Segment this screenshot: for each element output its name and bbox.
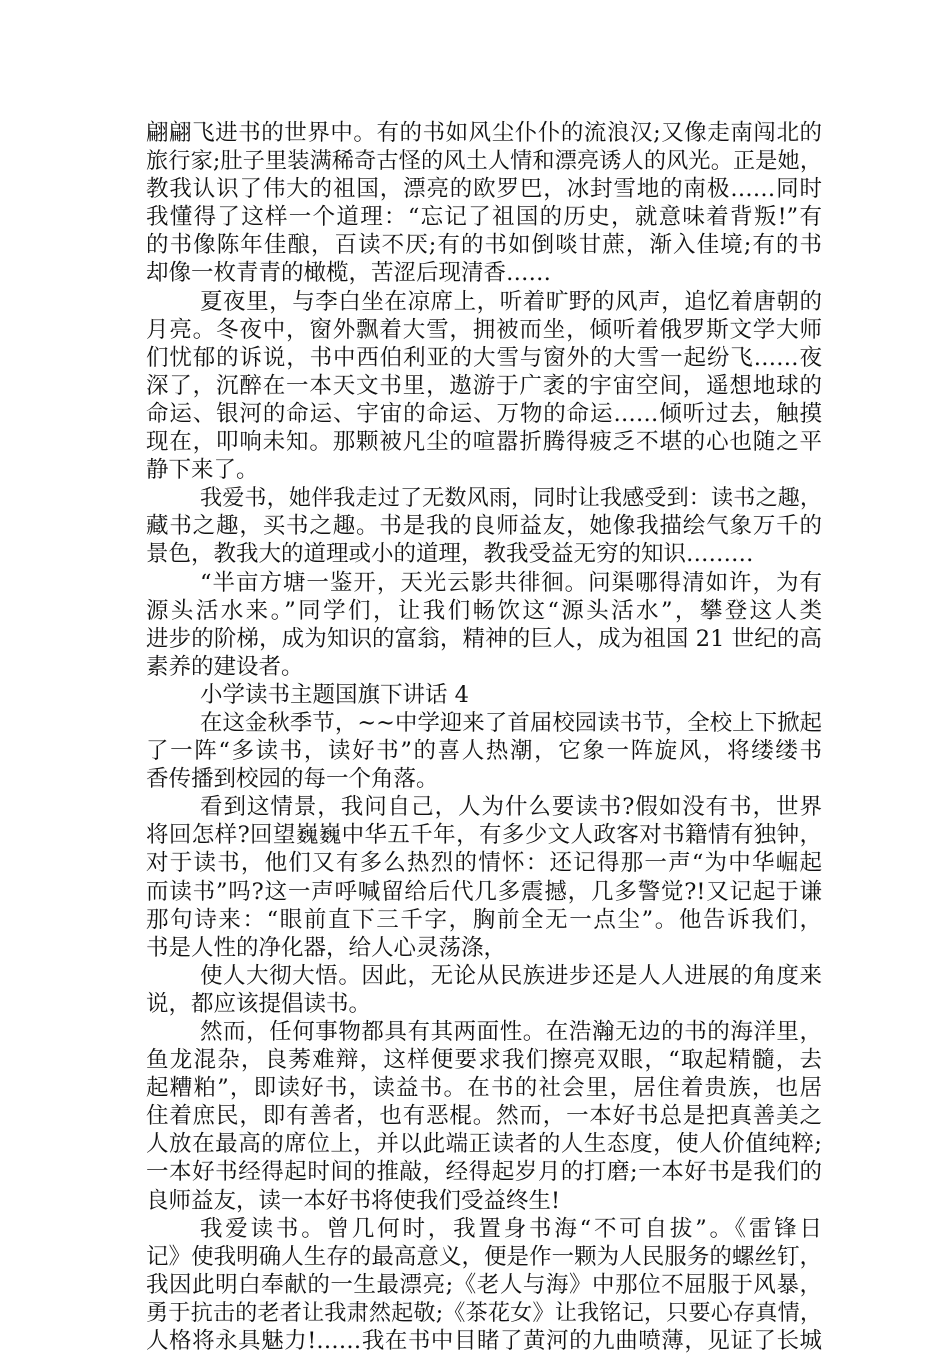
text-line: 藏书之趣，买书之趣。书是我的良师益友，她像我描绘气象万千的 <box>146 513 822 540</box>
text-line: 我因此明白奉献的一生最漂亮;《老人与海》中那位不屈服于风暴， <box>146 1271 822 1298</box>
text-line: 了一阵“多读书，读好书”的喜人热潮，它象一阵旋风，将缕缕书 <box>146 738 822 765</box>
text-line: 我懂得了这样一个道理：“忘记了祖国的历史，就意味着背叛!”有 <box>146 204 822 231</box>
text-line: 命运、银河的命运、宇宙的命运、万物的命运……倾听过去，触摸 <box>146 400 822 427</box>
text-line: 然而，任何事物都具有其两面性。在浩瀚无边的书的海洋里， <box>200 1019 822 1045</box>
text-line: 却像一枚青青的橄榄，苦涩后现清香…… <box>146 260 552 287</box>
text-line: “半亩方塘一鉴开，天光云影共徘徊。问渠哪得清如许，为有 <box>200 569 822 596</box>
text-line: 们忧郁的诉说，书中西伯利亚的大雪与窗外的大雪一起纷飞……夜 <box>146 344 822 371</box>
text-line: 深了，沉醉在一本天文书里，遨游于广袤的宇宙空间，遥想地球的 <box>146 372 822 399</box>
text-line: 翩翩飞进书的世界中。有的书如风尘仆仆的流浪汉;又像走南闯北的 <box>146 120 822 146</box>
text-line: 月亮。冬夜中，窗外飘着大雪，拥被而坐，倾听着俄罗斯文学大师 <box>146 316 822 343</box>
text-line: 在这金秋季节，~~中学迎来了首届校园读书节，全校上下掀起 <box>200 709 822 736</box>
text-line: 进步的阶梯，成为知识的富翁，精神的巨人，成为祖国 21 世纪的高 <box>146 625 822 652</box>
text-line: 对于读书，他们又有多么热烈的情怀：还记得那一声“为中华崛起 <box>146 850 822 877</box>
text-line: 说，都应该提倡读书。 <box>146 990 372 1017</box>
text-line: 教我认识了伟大的祖国，漂亮的欧罗巴，冰封雪地的南极……同时 <box>146 176 822 203</box>
text-line: 看到这情景，我问自己，人为什么要读书?假如没有书，世界 <box>200 794 822 821</box>
text-line: 素养的建设者。 <box>146 653 304 680</box>
text-line: 人格将永具魅力!……我在书中目睹了黄河的九曲喷薄，见证了长城 <box>146 1328 822 1355</box>
text-line: 良师益友，读一本好书将使我们受益终生! <box>146 1187 561 1214</box>
text-line: 起糟粕”，即读好书，读益书。在书的社会里，居住着贵族，也居 <box>146 1075 822 1102</box>
text-line: 我爱读书。曾几何时，我置身书海“不可自拔”。《雷锋日 <box>200 1215 822 1242</box>
text-line: 夏夜里，与李白坐在凉席上，听着旷野的风声，追忆着唐朝的 <box>200 288 822 315</box>
text-line: 的书像陈年佳酿，百读不厌;有的书如倒啖甘蔗，渐入佳境;有的书 <box>146 232 822 259</box>
text-line: 记》使我明确人生存的最高意义，便是作一颗为人民服务的螺丝钉， <box>146 1243 822 1270</box>
text-line: 住着庶民，即有善者，也有恶棍。然而，一本好书总是把真善美之 <box>146 1103 822 1130</box>
document-page <box>146 119 822 1355</box>
text-line: 小学读书主题国旗下讲话 4 <box>200 681 469 708</box>
text-line: 人放在最高的席位上，并以此端正读者的人生态度，使人价值纯粹; <box>146 1131 822 1158</box>
text-line: 使人大彻大悟。因此，无论从民族进步还是人人进展的角度来 <box>200 962 822 989</box>
text-line: 现在，叩响未知。那颗被凡尘的喧嚣折腾得疲乏不堪的心也随之平 <box>146 429 822 456</box>
text-line: 香传播到校园的每一个角落。 <box>146 766 439 793</box>
text-line: 源头活水来。”同学们，让我们畅饮这“源头活水”，攀登这人类 <box>146 597 822 624</box>
text-line: 勇于抗击的老者让我肃然起敬;《茶花女》让我铭记，只要心存真情， <box>146 1299 822 1326</box>
text-line: 鱼龙混杂，良莠难辩，这样便要求我们擦亮双眼，“取起精髓，去 <box>146 1047 822 1074</box>
text-line: 我爱书，她伴我走过了无数风雨，同时让我感受到：读书之趣， <box>200 485 822 512</box>
text-line: 书是人性的净化器，给人心灵荡涤， <box>146 934 507 961</box>
text-line: 景色，教我大的道理或小的道理，教我受益无穷的知识……… <box>146 541 754 568</box>
text-line: 旅行家;肚子里装满稀奇古怪的风土人情和漂亮诱人的风光。正是她， <box>146 148 822 175</box>
text-line: 那句诗来：“眼前直下三千字，胸前全无一点尘”。他告诉我们， <box>146 906 822 933</box>
text-line: 将回怎样?回望巍巍中华五千年，有多少文人政客对书籍情有独钟， <box>146 822 822 849</box>
text-line: 一本好书经得起时间的推敲，经得起岁月的打磨;一本好书是我们的 <box>146 1159 822 1186</box>
text-line: 静下来了。 <box>146 457 259 484</box>
text-line: 而读书”吗?这一声呼喊留给后代几多震撼，几多警觉?!又记起于谦 <box>146 878 822 905</box>
